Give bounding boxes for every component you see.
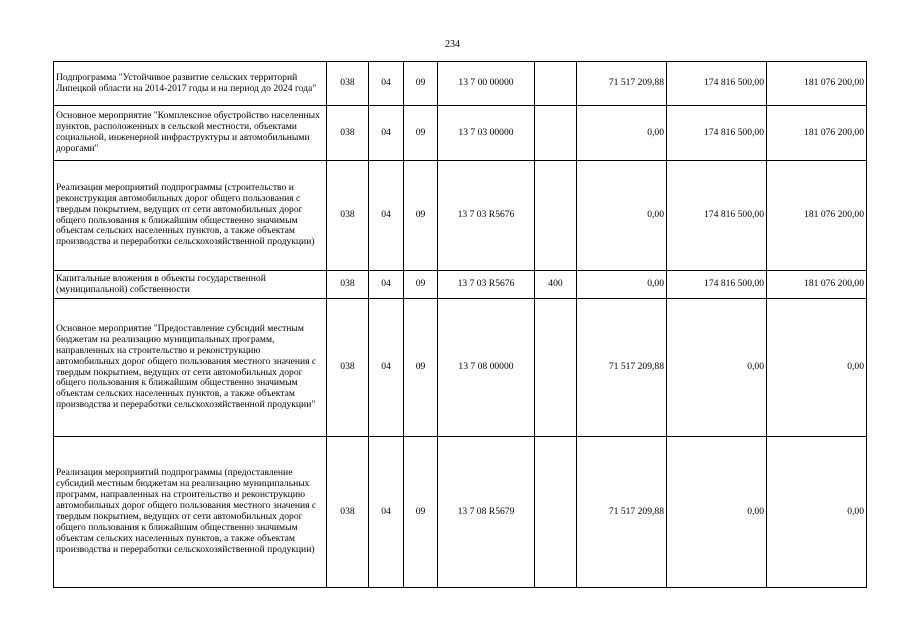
amount-1-cell: 0,00 xyxy=(577,271,667,299)
table-row xyxy=(54,161,867,271)
table-row xyxy=(54,299,867,437)
subsection-cell: 09 xyxy=(404,106,438,161)
subsection-cell: 09 xyxy=(404,62,438,106)
subsection-cell: 09 xyxy=(404,299,438,437)
subsection-cell: 09 xyxy=(404,437,438,588)
admin-code-cell: 038 xyxy=(327,271,369,299)
amount-1-cell: 0,00 xyxy=(577,161,667,271)
section-cell: 04 xyxy=(369,161,404,271)
target-article-cell: 13 7 03 R5676 xyxy=(438,161,535,271)
amount-2-cell: 174 816 500,00 xyxy=(667,62,767,106)
expense-type-cell xyxy=(535,299,577,437)
target-article-cell: 13 7 03 R5676 xyxy=(438,271,535,299)
table-row xyxy=(54,437,867,588)
section-cell: 04 xyxy=(369,299,404,437)
row-name: Реализация мероприятий подпрограммы (строительство и реконструкция автомобильных дорог общего пользования с твердым покрытием, ведущих от сети автомобильных дорог общего пользования к ближайшим общественно значимым объектам сельских населенных пунктов, а также объектам производства и переработки сельскохозяйственной продукции) xyxy=(54,161,327,271)
row-name: Основное мероприятие "Комплексное обустройство населенных пунктов, расположенных в сельской местности, объектами социальной, инженерной инфраструктуры и автомобильными дорогами" xyxy=(54,106,327,161)
section-cell: 04 xyxy=(369,62,404,106)
amount-3-cell: 0,00 xyxy=(767,437,867,588)
admin-code-cell: 038 xyxy=(327,299,369,437)
expense-type-cell xyxy=(535,62,577,106)
amount-3-cell: 181 076 200,00 xyxy=(767,271,867,299)
section-cell: 04 xyxy=(369,437,404,588)
amount-3-cell: 181 076 200,00 xyxy=(767,161,867,271)
table-row xyxy=(54,62,867,106)
amount-1-cell: 71 517 209,88 xyxy=(577,437,667,588)
amount-1-cell: 71 517 209,88 xyxy=(577,299,667,437)
target-article-cell: 13 7 00 00000 xyxy=(438,62,535,106)
amount-3-cell: 181 076 200,00 xyxy=(767,62,867,106)
amount-1-cell: 71 517 209,88 xyxy=(577,62,667,106)
budget-table xyxy=(53,61,867,588)
admin-code-cell: 038 xyxy=(327,437,369,588)
amount-2-cell: 0,00 xyxy=(667,437,767,588)
subsection-cell: 09 xyxy=(404,271,438,299)
expense-type-cell xyxy=(535,437,577,588)
amount-1-cell: 0,00 xyxy=(577,106,667,161)
row-name: Реализация мероприятий подпрограммы (предоставление субсидий местным бюджетам на реализацию муниципальных программ, направленных на строительство и реконструкцию автомобильных дорог общего пользования местного значения с твердым покрытием, ведущих от сети автомобильных дорог общего пользования к ближайшим общественно значимым объектам сельских населенных пунктов, а также объектам производства и переработки сельскохозяйственной продукции) xyxy=(54,437,327,588)
expense-type-cell: 400 xyxy=(535,271,577,299)
row-name: Капитальные вложения в объекты государственной (муниципальной) собственности xyxy=(54,271,327,299)
target-article-cell: 13 7 03 00000 xyxy=(438,106,535,161)
table-row xyxy=(54,271,867,299)
amount-2-cell: 174 816 500,00 xyxy=(667,161,767,271)
amount-3-cell: 0,00 xyxy=(767,299,867,437)
row-name: Подпрограмма "Устойчивое развитие сельских территорий Липецкой области на 2014-2017 годы и на период до 2024 года" xyxy=(54,62,327,106)
row-name: Основное мероприятие "Предоставление субсидий местным бюджетам на реализацию муниципальных программ, направленных на строительство и реконструкцию автомобильных дорог общего пользования местного значения с твердым покрытием, ведущих от сети автомобильных дорог общего пользования к ближайшим общественно значимым объектам сельских населенных пунктов, а также объектам производства и переработки сельскохозяйственной продукции" xyxy=(54,299,327,437)
amount-2-cell: 174 816 500,00 xyxy=(667,271,767,299)
expense-type-cell xyxy=(535,106,577,161)
target-article-cell: 13 7 08 R5679 xyxy=(438,437,535,588)
section-cell: 04 xyxy=(369,106,404,161)
admin-code-cell: 038 xyxy=(327,106,369,161)
table-row xyxy=(54,106,867,161)
subsection-cell: 09 xyxy=(404,161,438,271)
amount-2-cell: 0,00 xyxy=(667,299,767,437)
target-article-cell: 13 7 08 00000 xyxy=(438,299,535,437)
admin-code-cell: 038 xyxy=(327,161,369,271)
page-number: 234 xyxy=(445,39,460,50)
amount-3-cell: 181 076 200,00 xyxy=(767,106,867,161)
amount-2-cell: 174 816 500,00 xyxy=(667,106,767,161)
admin-code-cell: 038 xyxy=(327,62,369,106)
expense-type-cell xyxy=(535,161,577,271)
section-cell: 04 xyxy=(369,271,404,299)
